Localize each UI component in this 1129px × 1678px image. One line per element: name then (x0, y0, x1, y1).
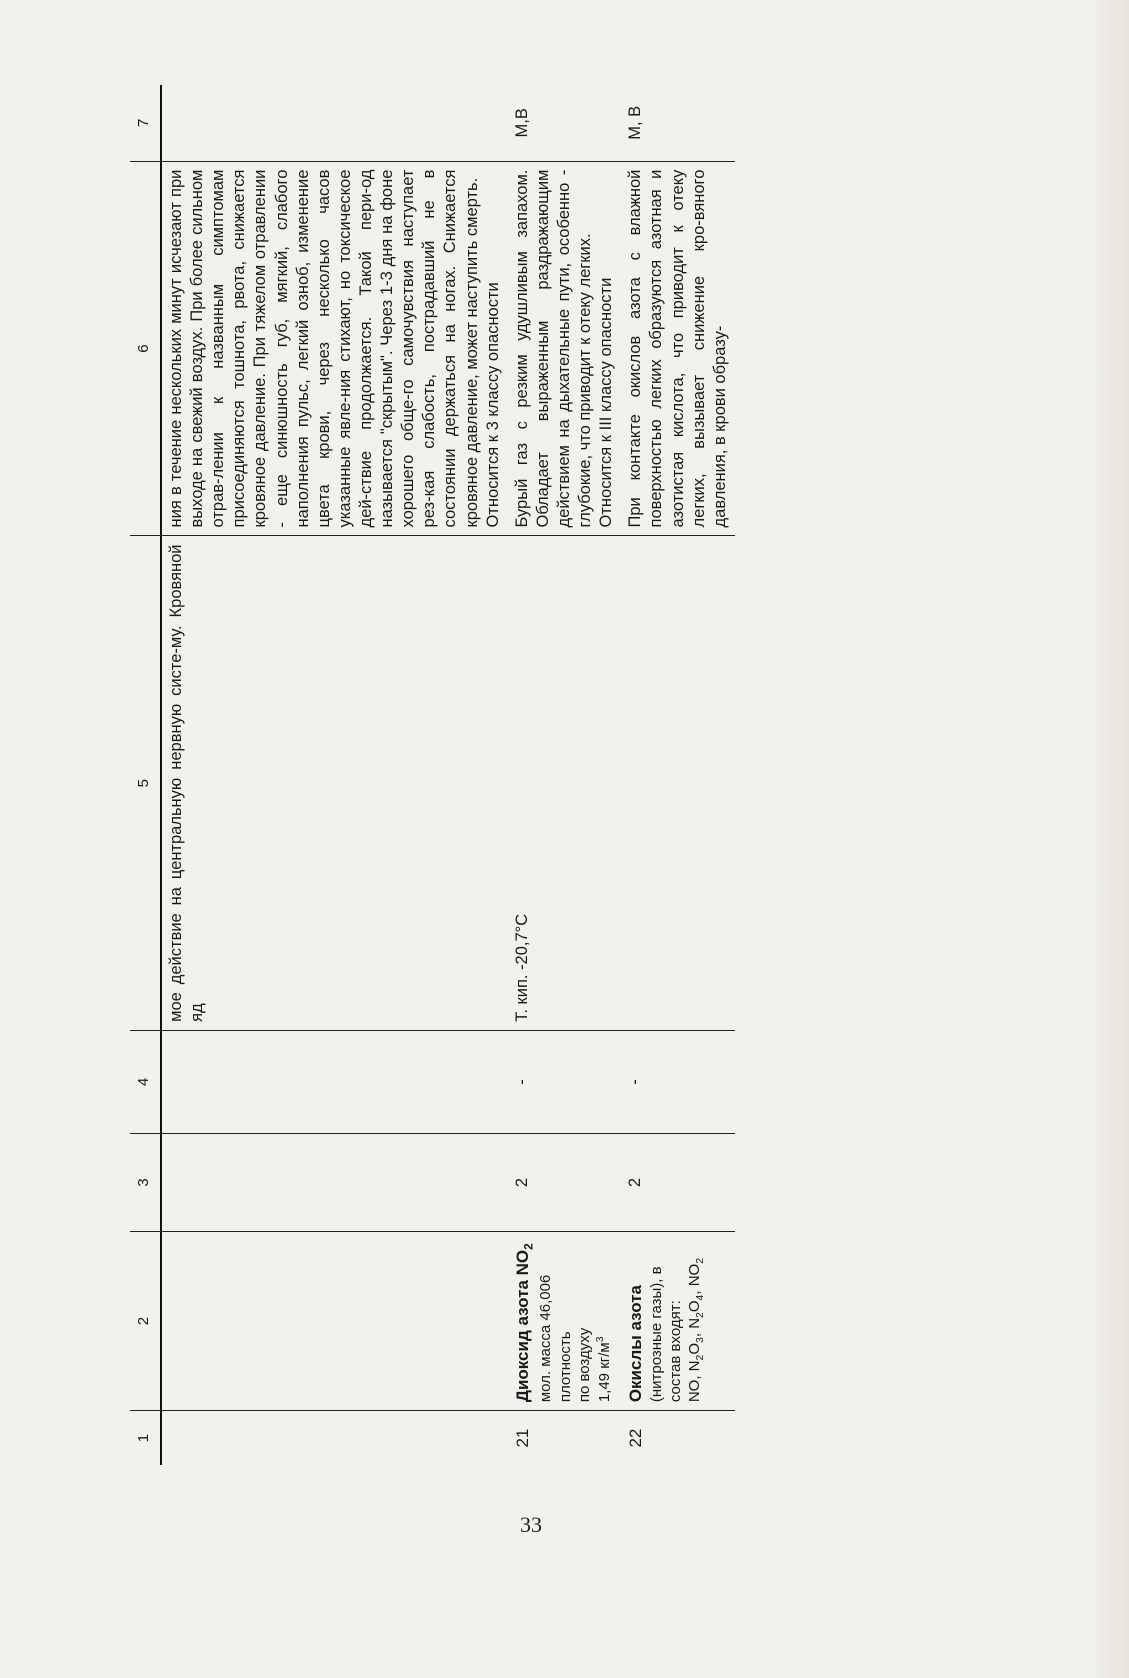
formula-list: NO, $N_2O_3$, $N_2O_4$, $NO_2$ (686, 1257, 707, 1403)
prop-line: плотность (556, 1331, 574, 1403)
col-header-7: 7 (130, 85, 161, 161)
formula-subscript: 2 (521, 1243, 536, 1250)
cell-col7: М,В (508, 85, 622, 161)
row-number: 22 (626, 1428, 646, 1448)
col-header-4: 4 (130, 1030, 161, 1133)
table-row (508, 85, 622, 1465)
substance-name: Окислы азота (626, 1285, 646, 1403)
row-number: 21 (512, 1428, 532, 1448)
description-text: ния в течение нескольких минут исчезают при выходе на свежий воздух. При более сильном отрав-лении к названным симптомам присоединяются тошнота, рвота, снижается кровяное давление. При тяжелом отравлении - еще синюшность губ, мягкий, слабого наполнения пульс, легкий озноб, изменение цвета крови, через несколько часов указанные явле-ния стихают, но токсическое дей-ствие продолжается. Такой пери-од называется "скрытым". Через 1-3 дня на фоне хорошего обще-го самочувствия наступает рез-кая слабость, пострадавший не в состоянии держаться на ногах. Снижается кровяное давление, может наступить смерть. (167, 169, 481, 528)
col-header-2: 2 (130, 1231, 161, 1410)
hazard-class-text: Относится к 3 классу опасности (483, 282, 502, 528)
col-header-6: 6 (130, 161, 161, 536)
cell-col4: - (508, 1030, 622, 1133)
page-edge-shadow (1089, 0, 1129, 1678)
rotated-table-container (130, 85, 950, 1465)
substance-note: (нитрозные газы), в состав входят: (648, 1266, 685, 1403)
prop-line: 1,49 кг/м (595, 1342, 613, 1403)
cell-description-continued (161, 161, 508, 536)
description-text: Бурый газ с резким удушливым запахом. Обладает выраженным раздражающим действием на дыхательные пути, особенно - глубокие, что приводит к отеку легких. (512, 169, 595, 528)
cell-effect-continued: мое действие на центральную нервную систе-му. Кровяной яд (161, 536, 508, 1030)
col-header-3: 3 (130, 1134, 161, 1232)
cell-boiling-point: Т. кип. -20,7°С (508, 536, 622, 1030)
unit-superscript: 3 (593, 1336, 606, 1343)
cell-substance-name (621, 1231, 735, 1410)
col-header-1: 1 (130, 1411, 161, 1465)
cell-col3: 2 (508, 1134, 622, 1232)
substance-table (130, 85, 735, 1465)
cell-col5 (621, 536, 735, 1030)
substance-name: Диоксид азота NO (512, 1249, 532, 1403)
table-row-continuation (161, 85, 508, 1465)
cell-col7: М, В (621, 85, 735, 161)
cell-col3: 2 (621, 1134, 735, 1232)
col-header-5: 5 (130, 536, 161, 1030)
cell-description (508, 161, 622, 536)
prop-line: мол. масса 46,006 (537, 1274, 555, 1403)
page-number: 33 (520, 1512, 542, 1537)
cell-substance-name (508, 1231, 622, 1410)
cell-description: При контакте окислов азота с влажной поверхностью легких образуются азотная и азотистая кислота, что приводит к отеку легких, вызывает снижение кро-вяного давления, в крови образу- (621, 161, 735, 536)
hazard-class-text: Относится к III классу опасности (597, 277, 616, 528)
cell-col4: - (621, 1030, 735, 1133)
table-row (621, 85, 735, 1465)
column-number-header (130, 85, 161, 1465)
prop-line: по воздуху (575, 1327, 593, 1403)
